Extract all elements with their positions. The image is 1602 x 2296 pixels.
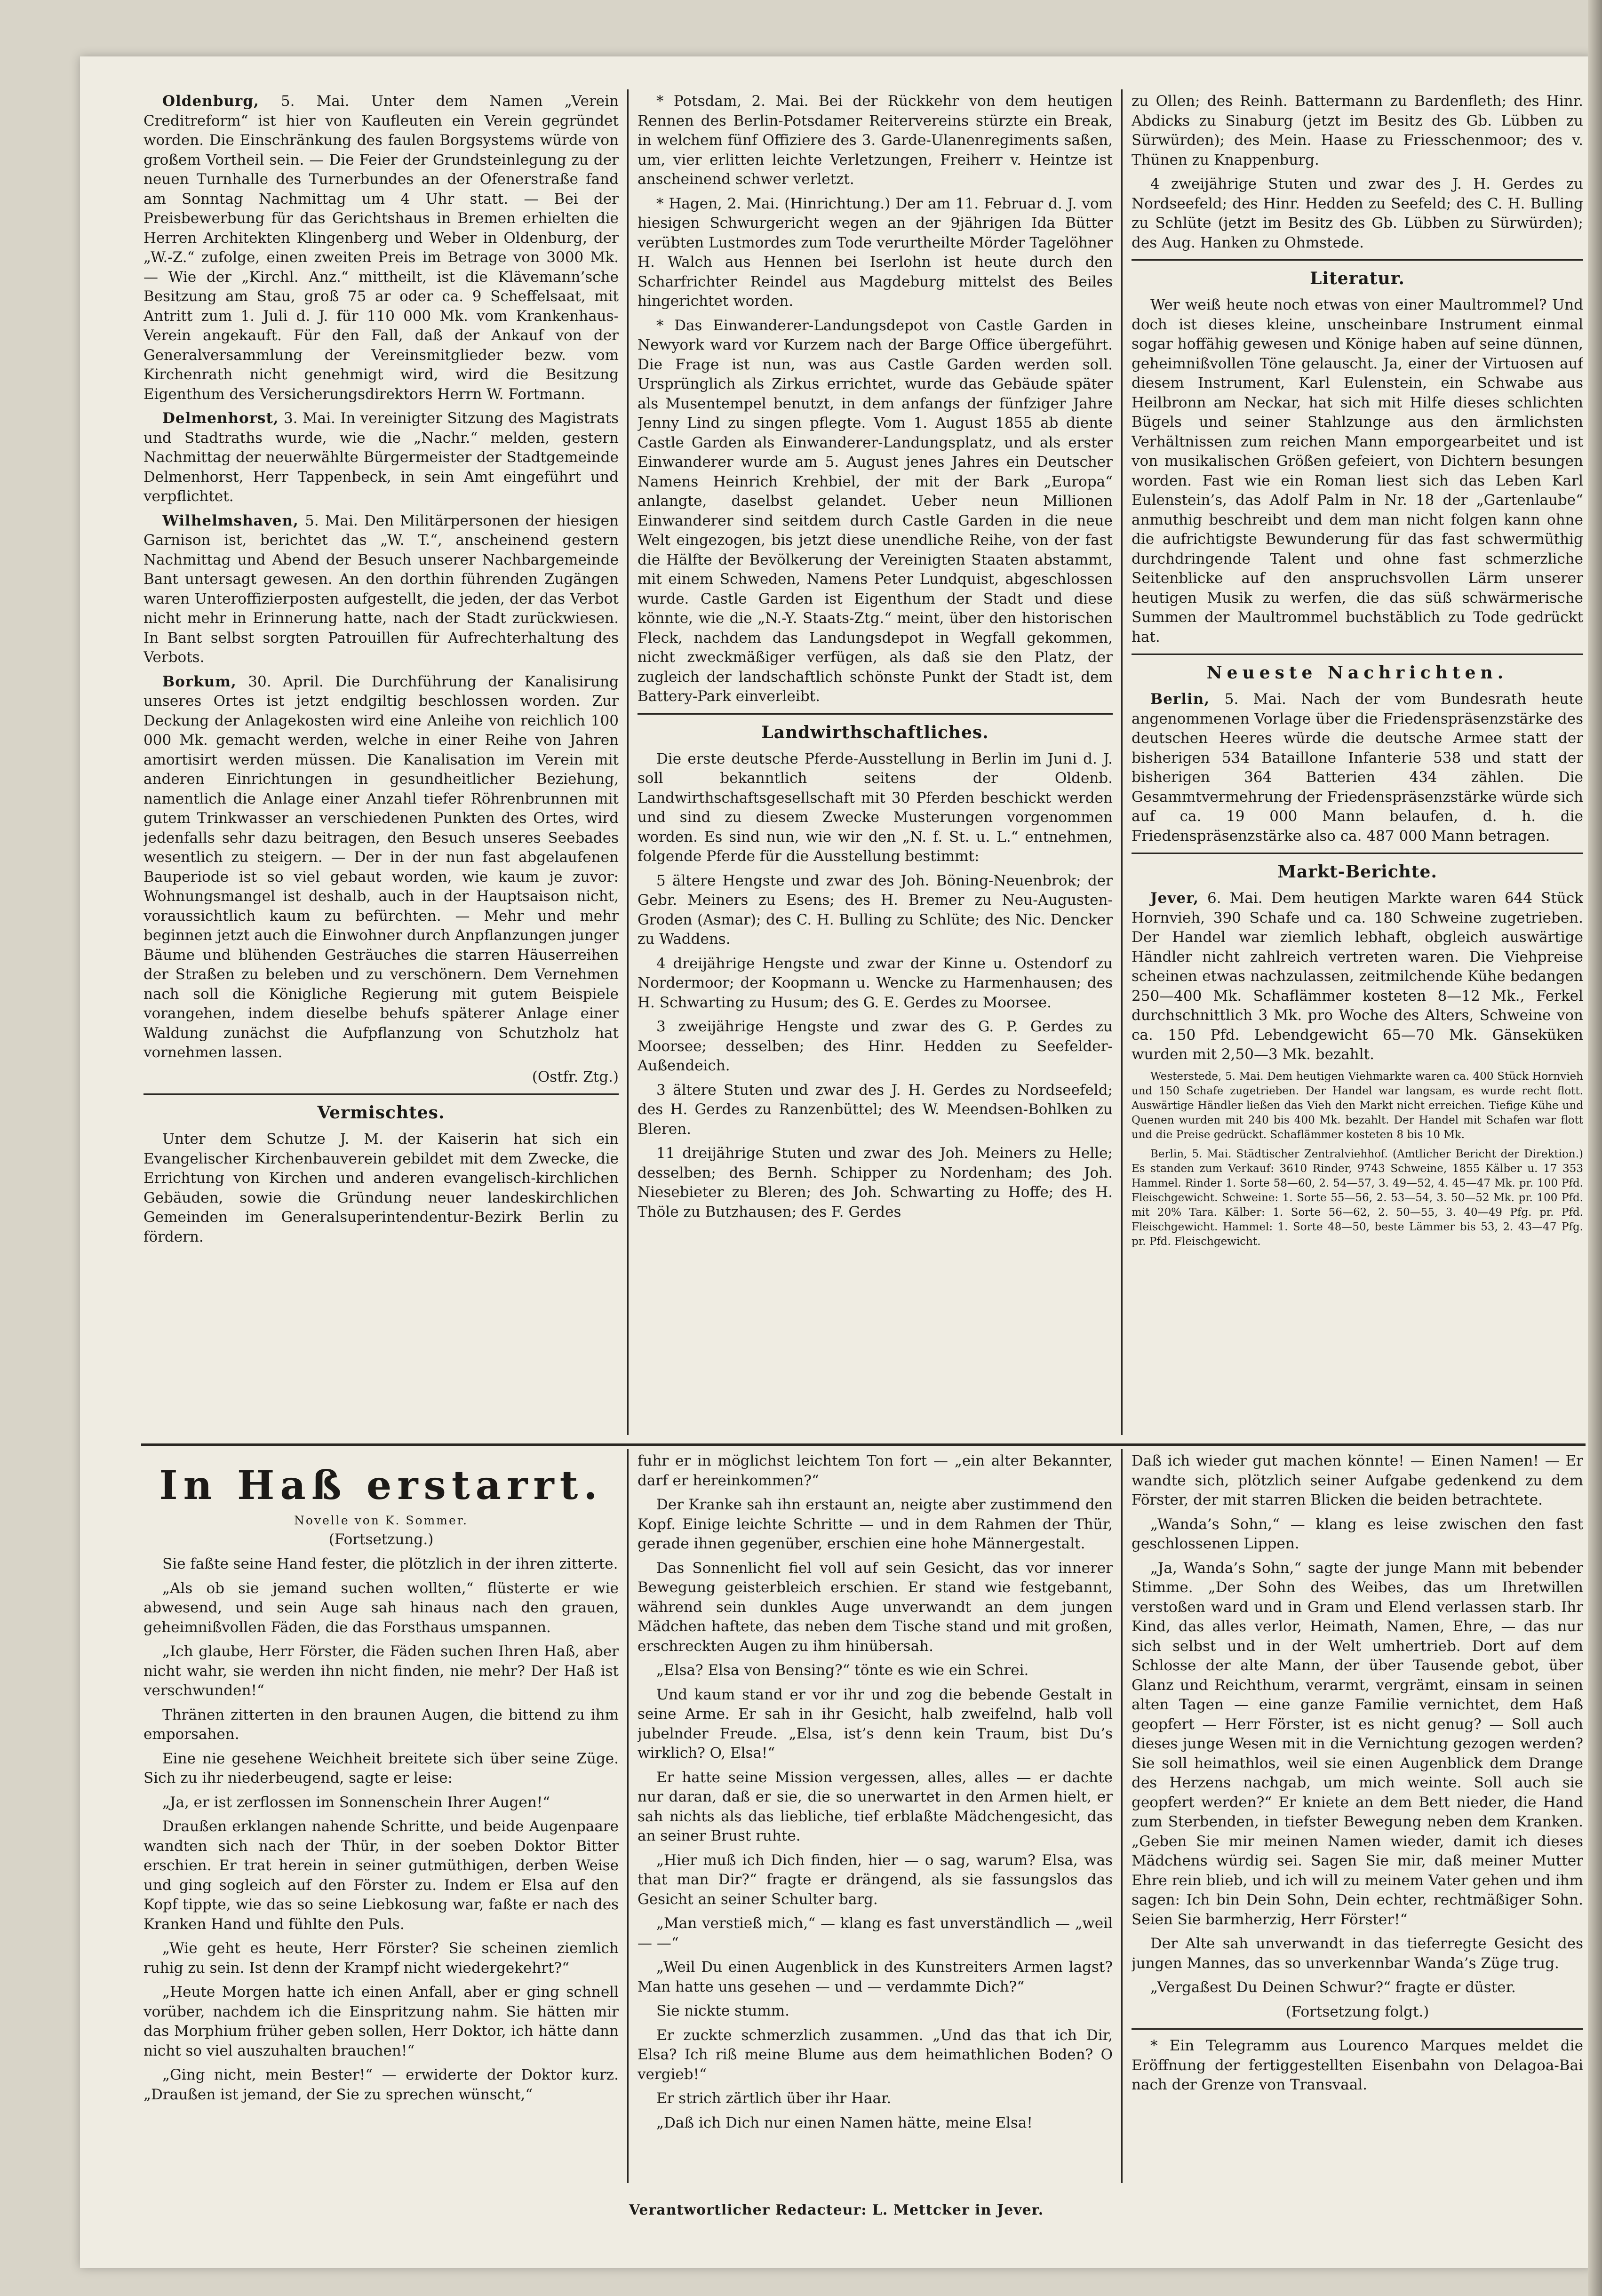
story-paragraph: „Ich glaube, Herr Förster, die Fäden suchen Ihren Haß, aber nicht wahr, sie werden ihn nicht finden, nie mehr? Der Haß ist verschwunden!“: [143, 1643, 619, 1699]
story-paragraph: „Hier muß ich Dich finden, hier — o sag, warum? Elsa, was that man Dir?“ fragte er drängend, als sie fassungslos das Gesicht an seiner Schulter barg.: [638, 1851, 1113, 1908]
section-rule: [1132, 2028, 1583, 2030]
story-paragraph: „Ja, Wanda’s Sohn,“ sagte der junge Mann mit bebender Stimme. „Der Sohn des Weibes, das um Ihretwillen verstoßen ward und in Gram und Elend verlassen starb. Ihr Kind, das alles verlor, Heimath, Namen, Ehre, — das nur sich selbst und in der Welt umhertrieb. Dort auf dem Schlosse der alte Mann, der über Tausende gebot, über Glanz und Reichthum, verarmt, vergrämt, einsam in seinen alten Tagen — eine ganze Familie vernichtet, dem Haß geopfert — Herr Förster, ist es nicht genug? — Soll auch dieses junge Wesen mit in die Vernichtung gezogen werden? Sie soll heimathlos, weil sie einen Augenblick dem Drange des Herzens nachgab, um mich weinte. Soll auch sie geopfert werden?“ Er kniete an dem Bett nieder, die Hand zum Sterbenden, in tiefster Bewegung neben dem Kranken. „Geben Sie mir meinen Namen wieder, damit ich dieses Mädchens würdig sei. Sagen Sie mir, daß meiner Mutter Ehre rein blieb, und ich will zu meinem Vater gehen und ihm sagen: Ich bin Dein Sohn, Dein echter, rechtmäßiger Sohn. Seien Sie barmherzig, Herr Förster!“: [1132, 1559, 1583, 1928]
story-paragraph: Er hatte seine Mission vergessen, alles, alles — er dachte nur daran, daß er sie, die so unerwartet in den Armen hielt, er sah nichts als das liebliche, tief erblaßte Mädchengesicht, das an seiner Brust ruhte.: [638, 1769, 1113, 1844]
landwirth-item-5: 11 dreijährige Stuten und zwar des Joh. Meiners zu Helle; desselben; des Bernh. Schipper zu Nordenham; des Joh. Niesebieter zu Bleren; des Joh. Schwarting zu Hoffe; des H. Thöle zu Butzhausen; des F. Gerdes: [638, 1145, 1113, 1220]
story-column-3: [1132, 1451, 1583, 2181]
article-berlin-markt: Berlin, 5. Mai. Städtischer Zentralviehhof. (Amtlicher Bericht der Direktion.) Es standen zum Verkauf: 3610 Rinder, 9743 Schweine, 1855 Kälber u. 17 353 Hammel. Rinder 1. Sorte 58—60, 2. 54—57, 3. 49—52, 4. 45—47 Mk. pr. 100 Pfd. Fleischgewicht. Schweine: 1. Sorte 55—56, 2. 53—54, 3. 50—52 Mk. pr. 100 Pfd. mit 20% Tara. Kälber: 1. Sorte 56—62, 2. 50—55, 3. 40—49 Pfg. pr. Pfd. Fleischgewicht. Hammel: 1. Sorte 48—50, beste Lämmer bis 53, 2. 43—47 Pfg. pr. Pfd. Fleischgewicht.: [1132, 1148, 1583, 1248]
story-paragraph: „Man verstieß mich,“ — klang es fast unverständlich — „weil — —“: [638, 1915, 1113, 1952]
article-borkum: [143, 672, 619, 1063]
story-paragraph: Sie nickte stumm.: [656, 2002, 790, 2019]
landwirth-heading: Landwirthschaftliches.: [761, 722, 989, 742]
story-paragraph: Thränen zitterten in den braunen Augen, die bittend zu ihm emporsahen.: [143, 1706, 619, 1743]
story-paragraph: Eine nie gesehene Weichheit breitete sich über seine Züge. Sich zu ihr niederbeugend, sagte er leise:: [143, 1750, 619, 1786]
column-1: [143, 92, 619, 1437]
story-paragraph: „Ja, er ist zerflossen im Sonnenschein Ihrer Augen!“: [162, 1794, 550, 1811]
story-paragraph: „Daß ich Dich nur einen Namen hätte, meine Elsa!: [656, 2114, 1033, 2131]
story-paragraph: „Wanda’s Sohn,“ — klang es leise zwischen den fast geschlossenen Lippen.: [1132, 1515, 1583, 1552]
page-edge: [1588, 0, 1602, 2296]
jever-text: 6. Mai. Dem heutigen Markte waren 644 Stück Hornvieh, 390 Schafe und ca. 180 Schweine zugetrieben. Der Handel war ziemlich lebhaft, obgleich auswärtige Händler nicht zahlreich vertreten waren. Die Viehpreise scheinen etwas nachzulassen, zeitmilchende Kühe bedangen 250—400 Mk. Schaflämmer kosteten 8—12 Mk., Ferkel durchschnittlich 3 Mk. pro Woche des Alters, Schweine von ca. 150 Pfd. Lebendgewicht 65—70 Mk. Gänseküken wurden mit 2,50—3 Mk. bezahlt.: [1132, 890, 1583, 1063]
editor-footer: Verantwortlicher Redacteur: L. Mettcker in Jever.: [629, 2202, 1044, 2218]
story-paragraph: Und kaum stand er vor ihr und zog die bebende Gestalt in seine Arme. Er sah in ihr Gesicht, halb zweifelnd, halb voll jubelnder Freude. „Elsa, ist’s denn kein Traum, bist Du’s wirklich? O, Elsa!“: [638, 1686, 1113, 1762]
article-hagen: * Hagen, 2. Mai. (Hinrichtung.) Der am 11. Februar d. J. vom hiesigen Schwurgericht wegen an der 9jährigen Ida Bütter verübten Lustmordes zum Tode verurtheilte Mörder Tagelöhner H. Walch aus Hennen bei Iserlohn ist heute durch den Scharfrichter Reindel aus Magdeburg mittelst des Beiles hingerichtet worden.: [638, 195, 1113, 310]
landwirth-item-6: 4 zweijährige Stuten und zwar des J. H. Gerdes zu Nordseefeld; des Hinr. Hedden zu Seefeld; des C. H. Bulling zu Schlüte (jetzt im Besitz des Gb. Lübben zu Sürwürden); des Aug. Hanken zu Ohmstede.: [1132, 175, 1583, 251]
story-paragraph: Sie faßte seine Hand fester, die plötzlich in der ihren zitterte.: [162, 1555, 618, 1572]
borkum-text: 30. April. Die Durchführung der Kanalisirung unseres Ortes ist jetzt endgiltig beschlossen worden. Zur Deckung der Anlagekosten wird eine Anleihe von reichlich 100 000 Mk. gemacht werden, welche in einer Reihe von Jahren amortisirt werden müssen. Die Kanalisation im Verein mit anderen Einrichtungen in gesundheitlicher Beziehung, namentlich die Anlage einer Anzahl tiefer Röhrenbrunnen mit gutem Trinkwasser an verschiedenen Punkten des Ortes, wird jedenfalls sehr dazu beitragen, den Besuch unseres Seebades wesentlich zu steigern. — Der in der nun fast abgelaufenen Bauperiode ist so viel gebaut worden, wie kaum je zuvor: Wohnungsmangel ist deshalb, auch in der Hauptsaison nicht, voraussichtlich kaum zu befürchten. — Mehr und mehr beginnen jetzt auch die Einwohner durch Anpflanzungen junger Bäume und blühenden Gesträuches die starren Häuserreihen der Straßen zu beleben und zu verschönern. Dem Vernehmen nach soll die Königliche Regierung mit gutem Beispiele vorangehen, indem dieselbe behufs späterer Anlage einer Waldung zunächst die Aufpflanzung von Schutzholz hat vornehmen lassen.: [143, 673, 619, 1061]
newspaper-page: [80, 56, 1593, 2268]
story-paragraph: „Als ob sie jemand suchen wollten,“ flüsterte er wie abwesend, und sein Auge sah hinaus nach den grauen, geheimnißvollen Fäden, die das Forsthaus umspannen.: [143, 1579, 619, 1636]
wilhelmshaven-text: 5. Mai. Den Militärpersonen der hiesigen Garnison ist, berichtet das „W. T.“, anscheinend gestern Nachmittag und Abend der Besuch unserer Nachbargemeinde Bant untersagt gewesen. An den dorthin führenden Zugängen waren Unteroffizierposten aufgestellt, die jeden, der das Verbot nicht mehr in Erinnerung hatte, nach der Stadt zurückwiesen. In Bant selbst sorgten Patrouillen für Aufrechterhaltung des Verbots.: [143, 512, 619, 666]
place-delmenhorst: Delmenhorst,: [162, 410, 279, 427]
story-paragraph: „Vergaßest Du Deinen Schwur?“ fragte er düster.: [1150, 1979, 1516, 1996]
article-neueste: [1132, 690, 1583, 846]
landwirth-item-1: 5 ältere Hengste und zwar des Joh. Böning-Neuenbrok; der Gebr. Meiners zu Esens; des H. Bremer zu Neu-Augusten-Groden (Asmar); des C. H. Bulling zu Schlüte; des Nic. Dencker zu Waddens.: [638, 872, 1113, 948]
article-jever: [1132, 889, 1583, 1065]
landwirth-continued: zu Ollen; des Reinh. Battermann zu Bardenfleth; des Hinr. Abdicks zu Sinaburg (jetzt im Besitz des Gb. Lübben zu Sürwürden); des Mein. Haase zu Friesschenmoor; des v. Thünen zu Knappenburg.: [1132, 93, 1583, 168]
place-borkum: Borkum,: [162, 673, 237, 690]
section-rule: [1132, 259, 1583, 261]
column-divider: [1121, 1449, 1123, 2183]
story-subtitle: Novelle von K. Sommer.: [294, 1514, 468, 1527]
feuilleton-rule: [141, 1443, 1586, 1446]
article-westerstede: Westerstede, 5. Mai. Dem heutigen Viehmarkte waren ca. 400 Stück Hornvieh und 150 Schafe zugetrieben. Der Handel war langsam, es wurde recht flott. Auswärtige Händler ließen das Vieh den Markt nicht erreichen. Tiefige Kühe und Quenen wurden mit 240 bis 400 Mk. bezahlt. Der Handel mit Schafen war flott und die Preise gedrückt. Schaflämmer kosteten 8 bis 10 Mk.: [1132, 1070, 1583, 1141]
column-3: [1132, 92, 1583, 1437]
literatur-heading: Literatur.: [1310, 269, 1405, 288]
story-title: In Haß erstarrt.: [159, 1462, 603, 1508]
story-paragraph: fuhr er in möglichst leichtem Ton fort — „ein alter Bekannter, darf er hereinkommen?“: [638, 1452, 1113, 1489]
column-divider: [627, 89, 629, 1435]
article-wilhelmshaven: [143, 511, 619, 668]
telegram-notice: * Ein Telegramm aus Lourenco Marques meldet die Eröffnung der fertiggestellten Eisenbahn von Delagoa-Bai nach der Grenze von Transvaal.: [1132, 2037, 1583, 2093]
story-column-2: [638, 1451, 1113, 2181]
column-2: [638, 92, 1113, 1437]
story-paragraph: Der Alte sah unverwandt in das tieferregte Gesicht des jungen Mannes, das so unverkennbar Wanda’s Züge trug.: [1132, 1935, 1583, 1972]
landwirth-item-4: 3 ältere Stuten und zwar des J. H. Gerdes zu Nordseefeld; des H. Gerdes zu Ranzenbüttel; des W. Meendsen-Bohlken zu Bleren.: [638, 1081, 1113, 1138]
section-rule: [143, 1093, 619, 1095]
story-paragraph: „Heute Morgen hatte ich einen Anfall, aber er ging schnell vorüber, nachdem ich die Einspritzung nahm. Sie hätten mir das Morphium früher geben sollen, Herr Doktor, ich hätte dann nicht so viel auszuhalten brauchen!“: [143, 1984, 619, 2059]
literatur-text: Wer weiß heute noch etwas von einer Maultrommel? Und doch ist dieses kleine, unscheinbare Instrument einmal sogar hoffähig gewesen und Könige haben auf seine dünnen, geheimnißvollen Töne gelauscht. Ja, einer der Virtuosen auf diesem Instrument, Karl Eulenstein, ein Schwabe aus Heilbronn am Neckar, hat sich mit Hilfe dieses schlichten Bügels und seiner Stahlzunge aus den ärmlichsten Verhältnissen zum reichen Mann emporgearbeitet und ist von musikalischen Größen gefeiert, von Dichtern besungen worden. Fast wie ein Roman liest sich das Leben Karl Eulenstein’s, das Adolf Palm in Nr. 18 der „Gartenlaube“ anmuthig beschreibt und dem man nicht folgen kann ohne die aufrichtigste Bewunderung für das fast schwermüthig durchdringende Talent und ohne fast schmerzliche Seitenblicke auf den anspruchsvollen Lärm unserer heutigen Musik zu werfen, die das süß schwärmerische Summen der Maultrommel buchstäblich zu Tode gedrückt hat.: [1132, 296, 1583, 646]
section-rule: [1132, 654, 1583, 655]
place-wilhelmshaven: Wilhelmshaven,: [162, 512, 299, 529]
story-paragraph: Das Sonnenlicht fiel voll auf sein Gesicht, das vor innerer Bewegung geisterbleich erschien. Er stand wie festgebannt, während sein dunkles Auge unverwandt an dem jungen Mädchen haftete, das neben dem Tische stand und mit großen, erschreckten Augen zu ihm hinübersah.: [638, 1559, 1113, 1655]
borkum-source: (Ostfr. Ztg.): [532, 1068, 619, 1085]
story-paragraph: „Wie geht es heute, Herr Förster? Sie scheinen ziemlich ruhig zu sein. Ist denn der Krampf nicht wiedergekehrt?“: [143, 1940, 619, 1977]
markt-heading: Markt-Berichte.: [1277, 862, 1437, 882]
place-oldenburg: Oldenburg,: [162, 93, 259, 110]
story-paragraph: Draußen erklangen nahende Schritte, und beide Augenpaare wandten sich nach der Thür, in der soeben Doktor Bitter erschien. Er trat herein in seiner gutmüthigen, derben Weise und ging sogleich auf den Förster zu. Indem er Elsa auf den Kopf tippte, wie das so seine Liebkosung war, faßte er nach des Kranken Hand und fühlte den Puls.: [143, 1818, 619, 1933]
vermischtes-text: Unter dem Schutze J. M. der Kaiserin hat sich ein Evangelischer Kirchenbauverein gebildet mit dem Zwecke, die Errichtung von Kirchen und anderen evangelisch-kirchlichen Gebäuden, sowie die Gründung neuer landeskirchlichen Gemeinden im Generalsuperintendentur-Bezirk Berlin zu fördern.: [143, 1131, 619, 1245]
neueste-text: 5. Mai. Nach der vom Bundesrath heute angenommenen Vorlage über die Friedenspräsenzstärke des deutschen Heeres würde die deutsche Armee statt der bisherigen 534 Bataillone Infanterie 538 und statt der bisherigen 364 Batterien 434 zählen. Die Gesammtvermehrung der Friedenspräsenzstärke würde sich auf ca. 19 000 Mann belaufen, d. h. die Friedenspräsenzstärke also ca. 487 000 Mann betragen.: [1132, 691, 1583, 845]
article-delmenhorst: [143, 409, 619, 507]
vermischtes-heading: Vermischtes.: [317, 1103, 445, 1123]
place-berlin: Berlin,: [1150, 691, 1210, 708]
place-jever: Jever,: [1150, 890, 1199, 907]
column-divider: [627, 1449, 629, 2183]
oldenburg-text: 5. Mai. Unter dem Namen „Verein Creditreform“ ist hier von Kaufleuten ein Verein gegründet worden. Die Einschränkung des faulen Borgsystems würde von großem Vortheil sein. — Die Feier der Grundsteinlegung zu der neuen Turnhalle des Turnerbundes an der Ofenerstraße fand am Sonntag Nachmittag um 4 Uhr statt. — Bei der Preisbewerbung für das Gerichtshaus in Bremen erhielten die Herren Architekten Klingenberg und Weber in Oldenburg, der „W.-Z.“ zufolge, einen zweiten Preis im Betrage von 3000 Mk. — Wie der „Kirchl. Anz.“ mittheilt, ist die Klävemann’sche Besitzung am Stau, groß 75 ar oder ca. 9 Scheffelsaat, mit Antritt zum 1. Juli d. J. für 110 000 Mk. vom Krankenhaus-Verein angekauft. Für den Fall, daß der Ankauf von der Generalversammlung der Vereinsmitglieder bezw. vom Kirchenrath nicht genehmigt wird, wird die Besitzung Eigenthum des Versicherungsdirektors Herrn W. Fortmann.: [143, 93, 619, 403]
article-oldenburg: [143, 92, 619, 404]
landwirth-item-3: 3 zweijährige Hengste und zwar des G. P. Gerdes zu Moorsee; desselben; des Hinr. Hedden zu Seefelder-Außendeich.: [638, 1018, 1113, 1074]
article-potsdam: * Potsdam, 2. Mai. Bei der Rückkehr von dem heutigen Rennen des Berlin-Potsdamer Reitervereins stürzte ein Break, in welchem fünf Offiziere des 3. Garde-Ulanenregiments saßen, um, vier erlitten leichte Verletzungen, Freiherr v. Heintze ist anscheinend schwer verletzt.: [638, 93, 1113, 188]
story-column-1: [143, 1451, 619, 2181]
story-paragraph: „Elsa? Elsa von Bensing?“ tönte es wie ein Schrei.: [656, 1662, 1029, 1679]
story-paragraph: „Weil Du einen Augenblick in des Kunstreiters Armen lagst? Man hatte uns gesehen — und — verdammte Dich?“: [638, 1959, 1113, 1995]
neueste-heading: Neueste Nachrichten.: [1206, 663, 1508, 683]
section-rule: [638, 713, 1113, 715]
landwirth-intro: Die erste deutsche Pferde-Ausstellung in Berlin im Juni d. J. soll bekanntlich seitens der Oldenb. Landwirthschaftsgesellschaft mit 30 Pferden beschickt werden und sind zu diesem Zwecke Musterungen vorgenommen worden. Es sind nun, wie wir den „N. f. St. u. L.“ entnehmen, folgende Pferde für die Ausstellung bestimmt:: [638, 750, 1113, 865]
column-divider: [1121, 89, 1123, 1435]
story-paragraph: Er zuckte schmerzlich zusammen. „Und das that ich Dir, Elsa? Ich riß meine Blume aus dem heimathlichen Boden? O vergieb!“: [638, 2026, 1113, 2083]
story-paragraph: Der Kranke sah ihn erstaunt an, neigte aber zustimmend den Kopf. Einige leichte Schritte — und in dem Rahmen der Thür, gerade ihnen gegenüber, erschien eine hohe Männergestalt.: [638, 1496, 1113, 1552]
landwirth-item-2: 4 dreijährige Hengste und zwar der Kinne u. Ostendorf zu Nordermoor; der Koopmann u. Wencke zu Harmenhausen; des H. Schwarting zu Husum; des G. E. Gerdes zu Moorsee.: [638, 955, 1113, 1011]
story-paragraph: „Ging nicht, mein Bester!“ — erwiderte der Doktor kurz. „Draußen ist jemand, der Sie zu sprechen wünscht,“: [143, 2066, 619, 2103]
article-einwanderer: * Das Einwanderer-Landungsdepot von Castle Garden in Newyork ward vor Kurzem nach der Barge Office übergeführt. Die Frage ist nun, was aus Castle Garden werden soll. Ursprünglich als Zirkus errichtet, wurde das Gebäude später als Musentempel benutzt, in dem anfangs der fünfziger Jahre Jenny Lind zu singen pflegte. Vom 1. August 1855 ab diente Castle Garden als Einwanderer-Landungsplatz, und als erster Einwanderer wurde am 5. August jenes Jahres ein Deutscher Namens Heinrich Krehbiel, der mit der Bark „Europa“ anlangte, daselbst gelandet. Ueber neun Millionen Einwanderer sind seitdem durch Castle Garden in die neue Welt eingezogen, bis jetzt diese unendliche Reihe, von der fast die Hälfte der Bevölkerung der Vereinigten Staaten abstammt, mit einem Schweden, Namens Peter Lundquist, abgeschlossen wurde. Castle Garden ist Eigenthum der Stadt und diese könnte, wie die „N.-Y. Staats-Ztg.“ meint, über den historischen Fleck, nachdem das Landungsdepot in Wegfall gekommen, nicht zweckmäßiger verfügen, als daß sie den Platz, der zugleich der landschaftlich schönste Punkt der Stadt ist, dem Battery-Park einverleibt.: [638, 317, 1113, 705]
delmenhorst-text: 3. Mai. In vereinigter Sitzung des Magistrats und Stadtraths wurde, wie die „Nachr.“ melden, gestern Nachmittag der neuerwählte Bürgermeister der Stadtgemeinde Delmenhorst, Herr Tappenbeck, in sein Amt eingeführt und verpflichtet.: [143, 410, 619, 505]
story-paragraph: Er strich zärtlich über ihr Haar.: [656, 2090, 892, 2107]
story-continued: (Fortsetzung.): [328, 1531, 434, 1548]
story-paragraph: Daß ich wieder gut machen könnte! — Einen Namen! — Er wandte sich, plötzlich seiner Aufgabe gedenkend zu dem Förster, der mit starren Blicken die beiden betrachtete.: [1132, 1452, 1583, 1508]
story-to-be-continued: (Fortsetzung folgt.): [1285, 2003, 1429, 2020]
section-rule: [1132, 853, 1583, 854]
